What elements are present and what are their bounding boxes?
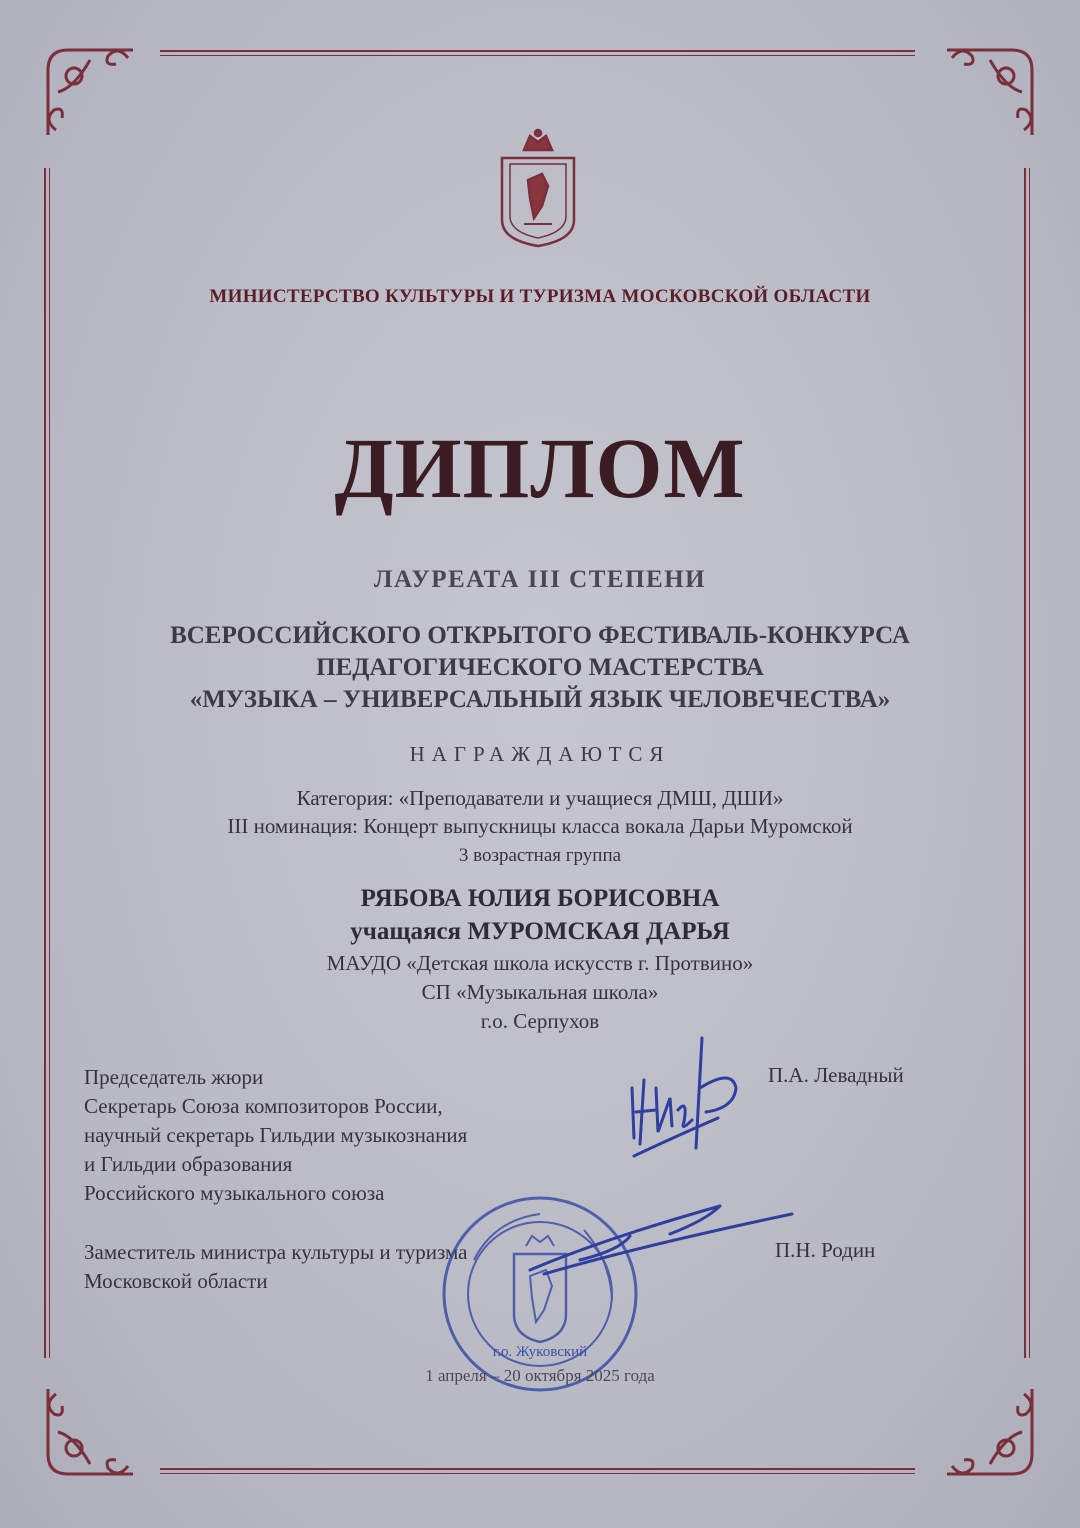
city-line: г.о. Серпухов — [480, 1009, 600, 1033]
recipient-teacher-name: РЯБОВА ЮЛИЯ БОРИСОВНА — [360, 885, 720, 912]
awarded-heading: НАГРАЖДАЮТСЯ — [409, 742, 671, 766]
diploma-title: ДИПЛОМ — [334, 420, 746, 516]
jury-signer-name: П.А. Левадный — [768, 1063, 904, 1087]
jury-title-line: Секретарь Союза композиторов России, — [84, 1094, 443, 1118]
corner-ornament-top-left — [38, 40, 138, 140]
nomination-line: III номинация: Концерт выпускницы класса вокала Дарьи Муромской — [227, 814, 853, 838]
deputy-signature — [520, 1200, 800, 1280]
deputy-title-line: Заместитель министра культуры и туризма — [84, 1240, 468, 1264]
jury-title-line: и Гильдии образования — [84, 1152, 293, 1176]
corner-ornament-top-right — [942, 40, 1042, 140]
ministry-heading: МИНИСТЕРСТВО КУЛЬТУРЫ И ТУРИЗМА МОСКОВСКОЙ ОБЛАСТИ — [209, 286, 871, 307]
age-group-line: 3 возрастная группа — [458, 845, 622, 866]
deputy-signer-name: П.Н. Родин — [775, 1238, 876, 1262]
frame-top-line — [160, 50, 915, 56]
contest-name-line: ПЕДАГОГИЧЕСКОГО МАСТЕРСТВА — [316, 654, 764, 681]
school-line: МАУДО «Детская школа искусств г. Протвино» — [326, 951, 754, 975]
stamp-city-line: г.о. Жуковский — [492, 1344, 588, 1360]
category-line: Категория: «Преподаватели и учащиеся ДМШ, ДШИ» — [296, 786, 784, 810]
corner-ornament-bottom-right — [942, 1384, 1042, 1484]
contest-name-line: ВСЕРОССИЙСКОГО ОТКРЫТОГО ФЕСТИВАЛЬ-КОНКУРСА — [170, 622, 910, 649]
jury-signature — [622, 1028, 746, 1160]
dates-line: 1 апреля – 20 октября 2025 года — [425, 1366, 655, 1385]
laureate-degree: ЛАУРЕАТА III СТЕПЕНИ — [373, 566, 707, 593]
jury-title-line: Председатель жюри — [84, 1065, 264, 1089]
school-line: СП «Музыкальная школа» — [421, 980, 659, 1004]
contest-name-line: «МУЗЫКА – УНИВЕРСАЛЬНЫЙ ЯЗЫК ЧЕЛОВЕЧЕСТВА» — [189, 686, 891, 713]
frame-bottom-line — [160, 1468, 915, 1474]
recipient-student-name: учащаяся МУРОМСКАЯ ДАРЬЯ — [350, 918, 730, 945]
jury-title-line: научный секретарь Гильдии музыкознания — [84, 1123, 468, 1147]
coat-of-arms-emblem — [494, 128, 582, 250]
jury-title-line: Российского музыкального союза — [84, 1181, 385, 1205]
corner-ornament-bottom-left — [38, 1384, 138, 1484]
deputy-title-line: Московской области — [84, 1269, 268, 1293]
